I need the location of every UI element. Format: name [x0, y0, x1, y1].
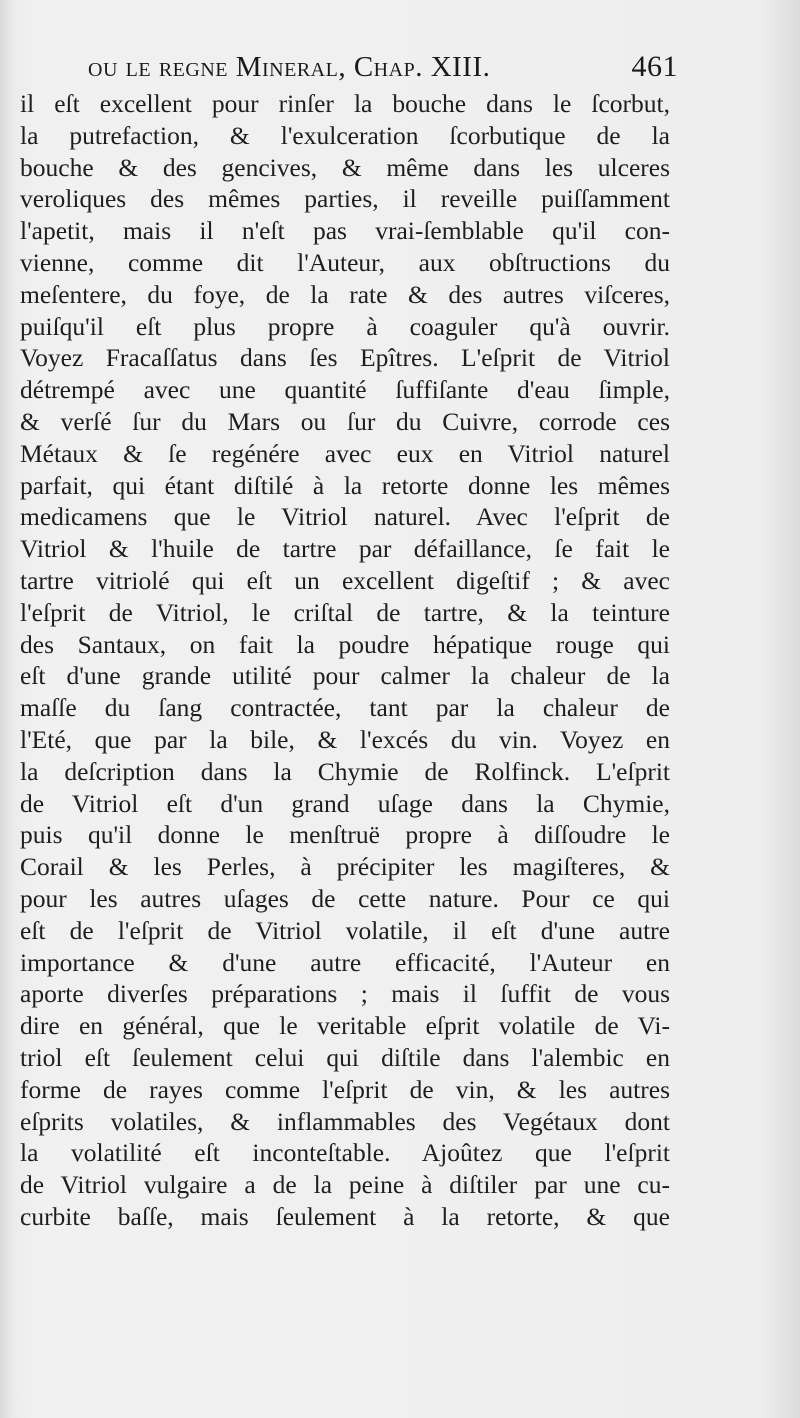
text-line: & verſé ſur du Mars ou ſur du Cuivre, corrode ces [20, 406, 670, 436]
text-line: medicamens que le Vitriol naturel. Avec l'eſprit de [20, 502, 670, 532]
text-line: bouche & des gencives, & même dans les ulceres [20, 152, 670, 182]
text-line: forme de rayes comme l'eſprit de vin, & les autres [20, 1074, 670, 1104]
text-line: Corail & les Perles, à précipiter les magiſteres, & [20, 852, 670, 882]
text-line: veroliques des mêmes parties, il reveille puiſſamment [20, 184, 670, 214]
text-line: Métaux & ſe regénére avec eux en Vitriol naturel [20, 438, 670, 468]
text-line: l'eſprit de Vitriol, le criſtal de tartre, & la teinture [20, 597, 670, 627]
text-line: détrempé avec une quantité ſuffiſante d'eau ſimple, [20, 375, 670, 405]
text-line: parfait, qui étant diſtilé à la retorte donne les mêmes [20, 470, 670, 500]
page-header [88, 50, 678, 90]
text-line: des Santaux, on fait la poudre hépatique rouge qui [20, 629, 670, 659]
body-text [20, 88, 670, 1233]
text-line: puis qu'il donne le menſtruë propre à diſſoudre le [20, 820, 670, 850]
text-line: la putrefaction, & l'exulceration ſcorbutique de la [20, 120, 670, 150]
text-line: meſentere, du foye, de la rate & des autres viſceres, [20, 279, 670, 309]
text-line: de Vitriol vulgaire a de la peine à diſtiler par une cu- [20, 1170, 670, 1200]
text-line: l'apetit, mais il n'eſt pas vrai-ſemblable qu'il con- [20, 216, 670, 246]
text-line: la deſcription dans la Chymie de Rolfinck. L'eſprit [20, 756, 670, 786]
text-line: importance & d'une autre efficacité, l'Auteur en [20, 947, 670, 977]
text-line: Voyez Fracaſſatus dans ſes Epîtres. L'eſprit de Vitriol [20, 343, 670, 373]
text-line: eſt de l'eſprit de Vitriol volatile, il eſt d'une autre [20, 915, 670, 945]
text-line: eſprits volatiles, & inflammables des Vegétaux dont [20, 1106, 670, 1136]
running-title: ou le regne Mineral, Chap. XIII. [88, 51, 491, 83]
text-line: eſt d'une grande utilité pour calmer la chaleur de la [20, 661, 670, 691]
text-line: maſſe du ſang contractée, tant par la chaleur de [20, 693, 670, 723]
text-line: tartre vitriolé qui eſt un excellent digeſtif ; & avec [20, 565, 670, 595]
text-line: l'Eté, que par la bile, & l'excés du vin. Voyez en [20, 724, 670, 754]
page-number: 461 [631, 50, 678, 83]
text-line: dire en général, que le veritable eſprit volatile de Vi- [20, 1011, 670, 1041]
text-line: vienne, comme dit l'Auteur, aux obſtructions du [20, 247, 670, 277]
text-line: puiſqu'il eſt plus propre à coaguler qu'à ouvrir. [20, 311, 670, 341]
text-line: il eſt excellent pour rinſer la bouche dans le ſcorbut, [20, 89, 670, 118]
text-line: aporte diverſes préparations ; mais il ſuffit de vous [20, 979, 670, 1009]
text-line: curbite baſſe, mais ſeulement à la retorte, & que [20, 1201, 670, 1231]
text-line: de Vitriol eſt d'un grand uſage dans la Chymie, [20, 788, 670, 818]
text-line: pour les autres uſages de cette nature. Pour ce qui [20, 883, 670, 913]
text-line: triol eſt ſeulement celui qui diſtile dans l'alembic en [20, 1042, 670, 1072]
text-line: la volatilité eſt inconteſtable. Ajoûtez que l'eſprit [20, 1138, 670, 1168]
text-line: Vitriol & l'huile de tartre par défaillance, ſe fait le [20, 534, 670, 564]
